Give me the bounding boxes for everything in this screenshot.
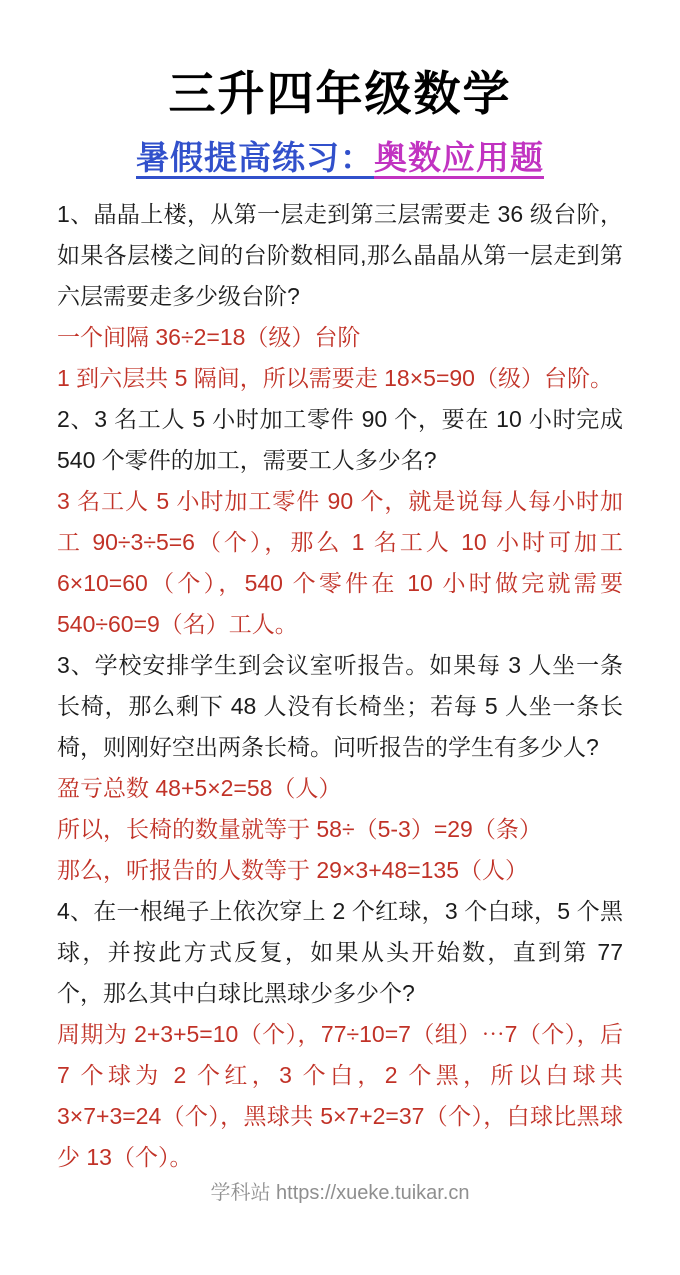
problem-4-answer: 周期为 2+3+5=10（个），77÷10=7（组）⋯7（个），后 7 个球为 2 个红，3 个白，2 个黑，所以白球共 3×7+3=24（个），黑球共 5×7+2=37（个），白球比黑球少 13（个）。: [57, 1021, 623, 1170]
subtitle-magenta-part: 奥数应用题: [374, 139, 544, 176]
problem-1-question: 1、晶晶上楼，从第一层走到第三层需要走 36 级台阶，如果各层楼之间的台阶数相同,那么晶晶从第一层走到第六层需要走多少级台阶?: [57, 201, 623, 309]
problem-4-question: 4、在一根绳子上依次穿上 2 个红球，3 个白球，5 个黑球，并按此方式反复，如果从头开始数，直到第 77 个，那么其中白球比黑球少多少个?: [57, 898, 623, 1006]
subtitle-blue-part: 暑假提高练习：: [136, 139, 374, 176]
problems-list: [0, 194, 680, 1178]
problem-3-answer: 那么，听报告的人数等于 29×3+48=135（人）: [57, 857, 529, 883]
page-subtitle: [0, 136, 680, 180]
problem-2-answer: 3 名工人 5 小时加工零件 90 个，就是说每人每小时加工 90÷3÷5=6（个），那么 1 名工人 10 小时可加工 6×10=60（个），540 个零件在 10 小时做完就需要 540÷60=9（名）工人。: [57, 488, 623, 637]
problem-3-question: 3、学校安排学生到会议室听报告。如果每 3 人坐一条长椅，那么剩下 48 人没有长椅坐；若每 5 人坐一条长椅，则刚好空出两条长椅。问听报告的学生有多少人?: [57, 652, 623, 760]
page-title: 三升四年级数学: [168, 69, 512, 121]
problem-3-answer: 所以，长椅的数量就等于 58÷（5-3）=29（条）: [57, 816, 542, 842]
problem-1-answer: 1 到六层共 5 隔间，所以需要走 18×5=90（级）台阶。: [57, 365, 613, 391]
problem-1-answer: 一个间隔 36÷2=18（级）台阶: [57, 324, 361, 350]
problem-3-answer: 盈亏总数 48+5×2=58（人）: [57, 775, 342, 801]
problem-2-question: 2、3 名工人 5 小时加工零件 90 个，要在 10 小时完成 540 个零件的加工，需要工人多少名?: [57, 406, 623, 473]
footer-watermark: 学科站 https://xueke.tuikar.cn: [210, 1182, 470, 1204]
